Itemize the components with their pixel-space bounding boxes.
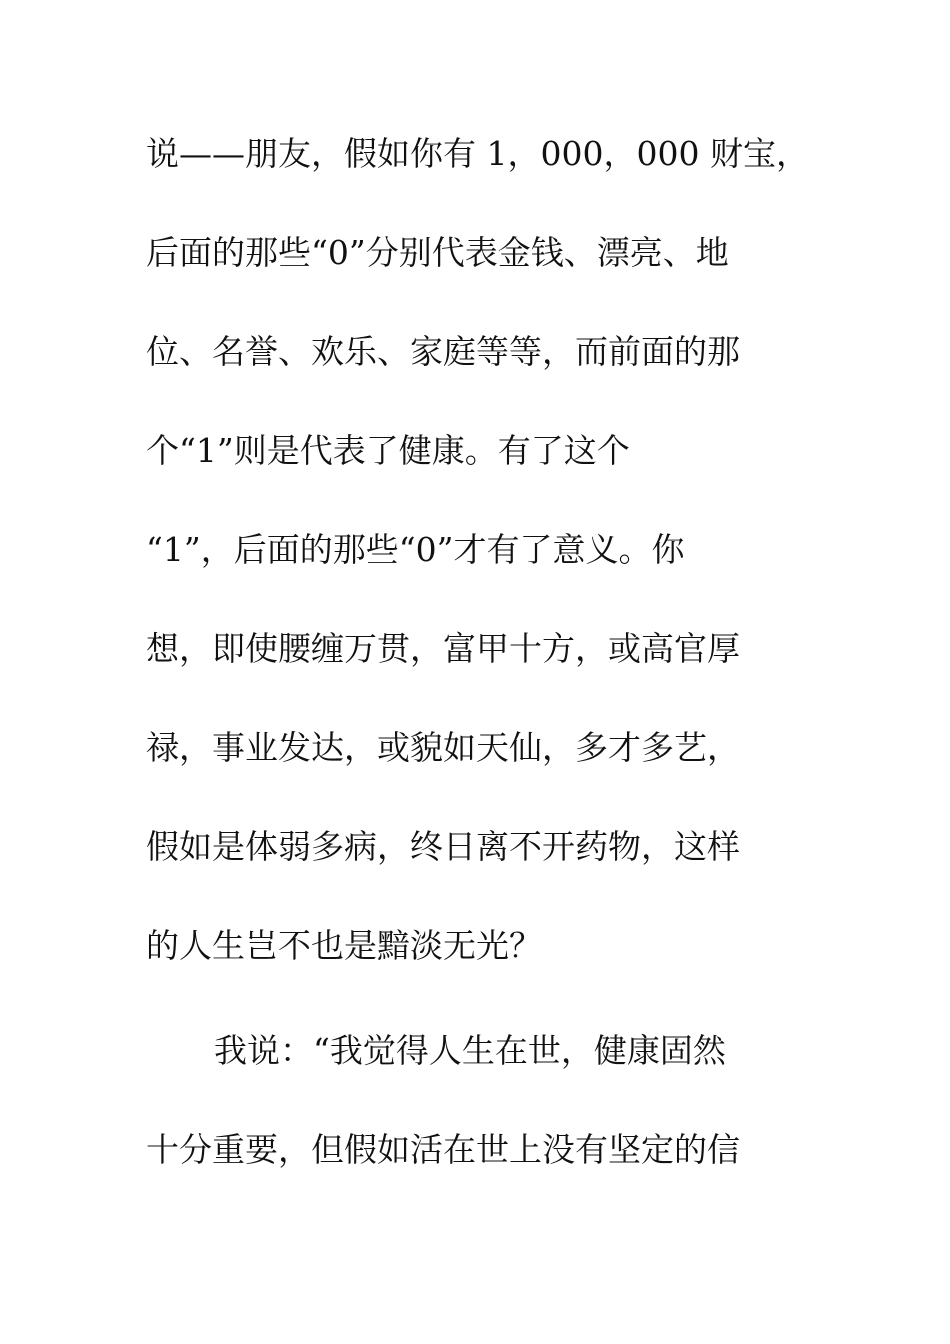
text-line-7: 禄，事业发达，或貌如天仙，多才多艺， [146, 728, 740, 767]
text-line-11: 十分重要，但假如活在世上没有坚定的信 [146, 1130, 740, 1169]
text-line-5: “1”，后面的那些“0”才有了意义。你 [146, 530, 685, 569]
text-line-1: 说——朋友，假如你有 1，000，000 财宝， [146, 134, 809, 173]
text-line-4: 个“1”则是代表了健康。有了这个 [146, 431, 630, 470]
text-line-6: 想，即使腰缠万贯，富甲十方，或高官厚 [146, 629, 740, 668]
text-line-8: 假如是体弱多病，终日离不开药物，这样 [146, 827, 740, 866]
text-line-3: 位、名誉、欢乐、家庭等等，而前面的那 [146, 332, 740, 371]
text-line-9: 的人生岂不也是黯淡无光？ [146, 926, 542, 965]
text-line-10-paragraph-start: 我说：“我觉得人生在世，健康固然 [214, 1031, 726, 1070]
text-line-2: 后面的那些“0”分别代表金钱、漂亮、地 [146, 233, 729, 272]
